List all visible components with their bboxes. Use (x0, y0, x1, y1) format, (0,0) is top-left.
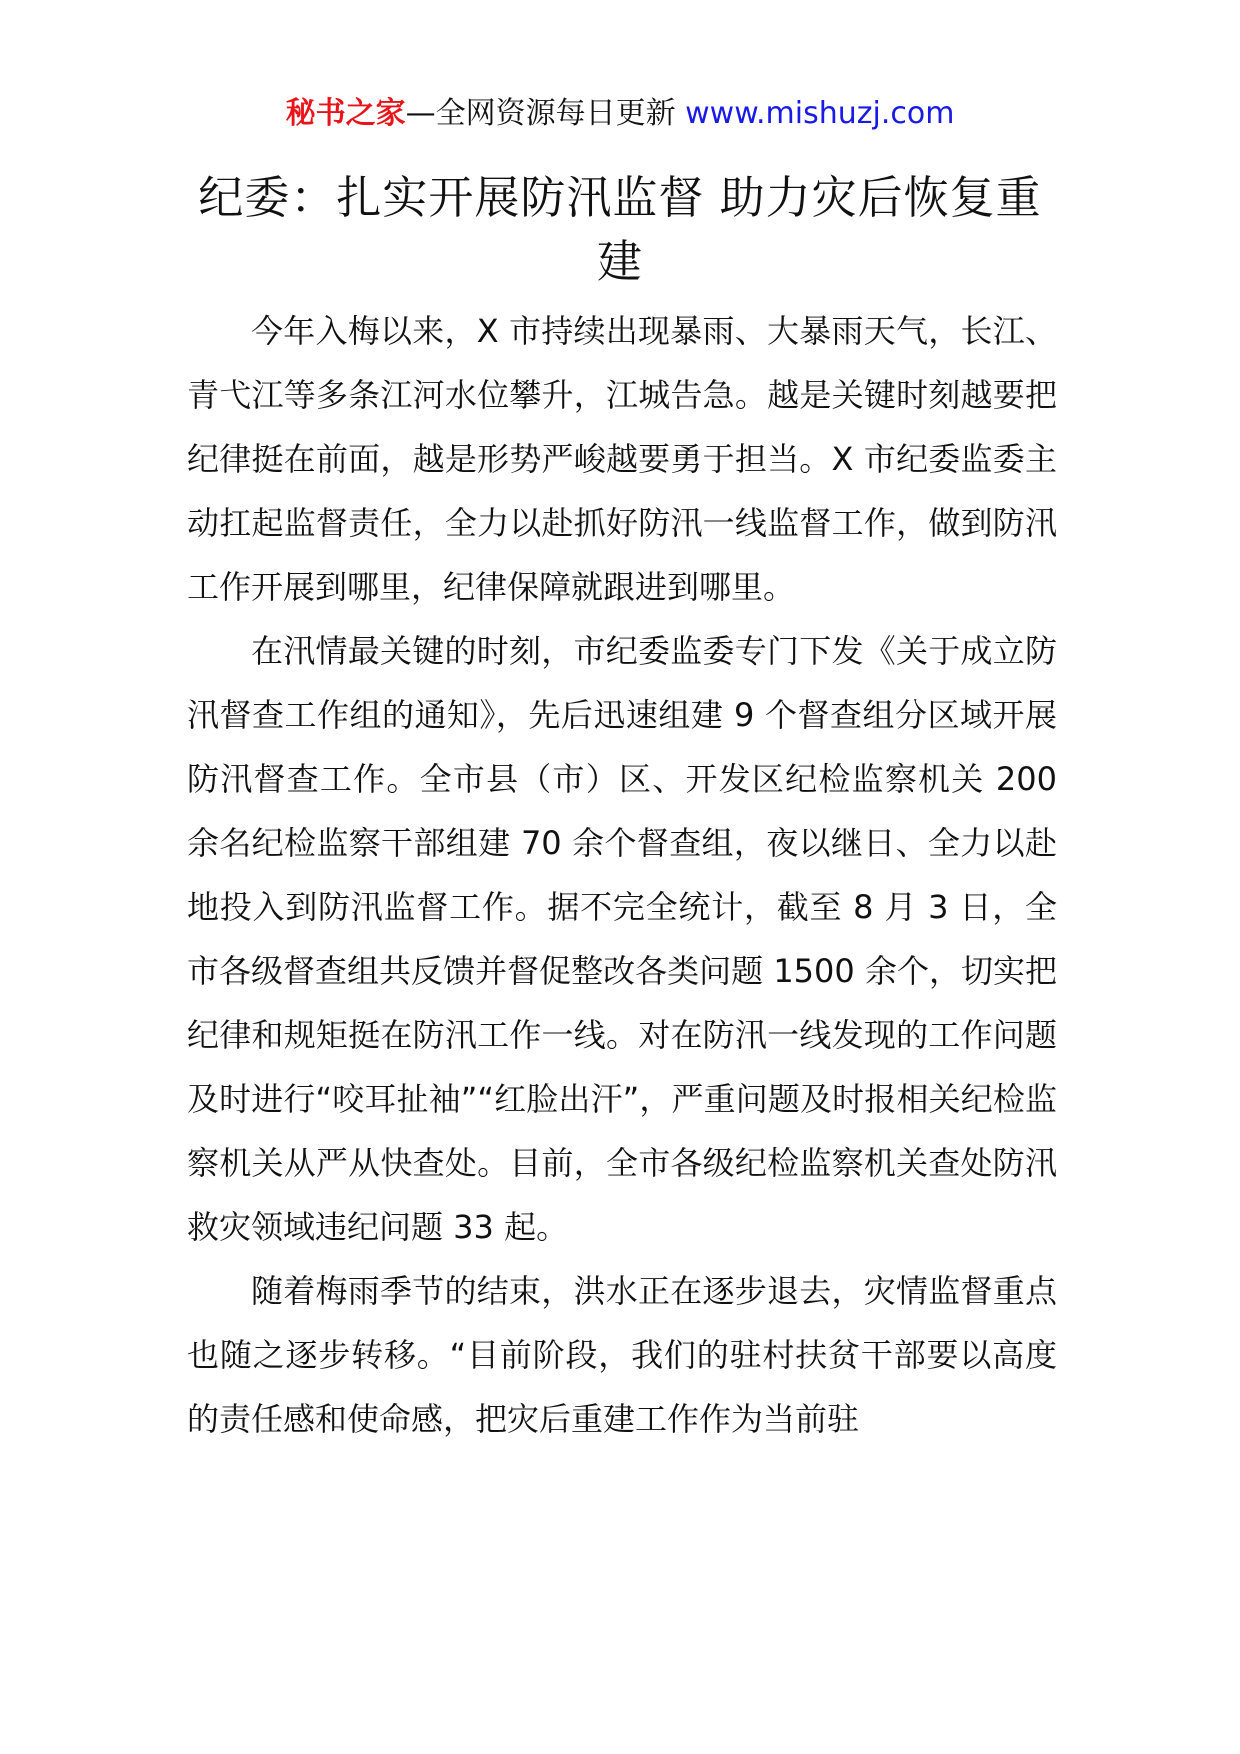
site-url-link[interactable]: www.mishuzj.com (685, 96, 955, 131)
paragraph-1: 今年入梅以来，X 市持续出现暴雨、大暴雨天气，长江、青弋江等多条江河水位攀升，江城告急。越是关键时刻越要把纪律挺在前面，越是形势严峻越要勇于担当。X 市纪委监委主动扛起监督责任，全力以赴抓好防汛一线监督工作，做到防汛工作开展到哪里，纪律保障就跟进到哪里。 (187, 312, 1057, 606)
document-title: 纪委：扎实开展防汛监督 助力灾后恢复重建 (198, 171, 1042, 288)
site-brand: 秘书之家 (285, 96, 406, 131)
document-body (187, 299, 1057, 1451)
paragraph-3: 随着梅雨季节的结束，洪水正在逐步退去，灾情监督重点也随之逐步转移。“目前阶段，我们的驻村扶贫干部要以高度的责任感和使命感，把灾后重建工作作为当前驻 (187, 1272, 1057, 1438)
paragraph-2: 在汛情最关键的时刻，市纪委监委专门下发《关于成立防汛督查工作组的通知》，先后迅速组建 9 个督查组分区域开展防汛督查工作。全市县（市）区、开发区纪检监察机关 200 余名纪检监察干部组建 70 余个督查组，夜以继日、全力以赴地投入到防汛监督工作。据不完全统计，截至 8 月 3 日，全市各级督查组共反馈并督促整改各类问题 1500 余个，切实把纪律和规矩挺在防汛工作一线。对在防汛一线发现的工作问题及时进行“咬耳扯袖”“红脸出汗”，严重问题及时报相关纪检监察机关从严从快查处。目前，全市各级纪检监察机关查处防汛救灾领域违纪问题 33 起。 (187, 632, 1057, 1246)
site-tagline: —全网资源每日更新 (405, 96, 686, 131)
site-header (0, 92, 1240, 136)
